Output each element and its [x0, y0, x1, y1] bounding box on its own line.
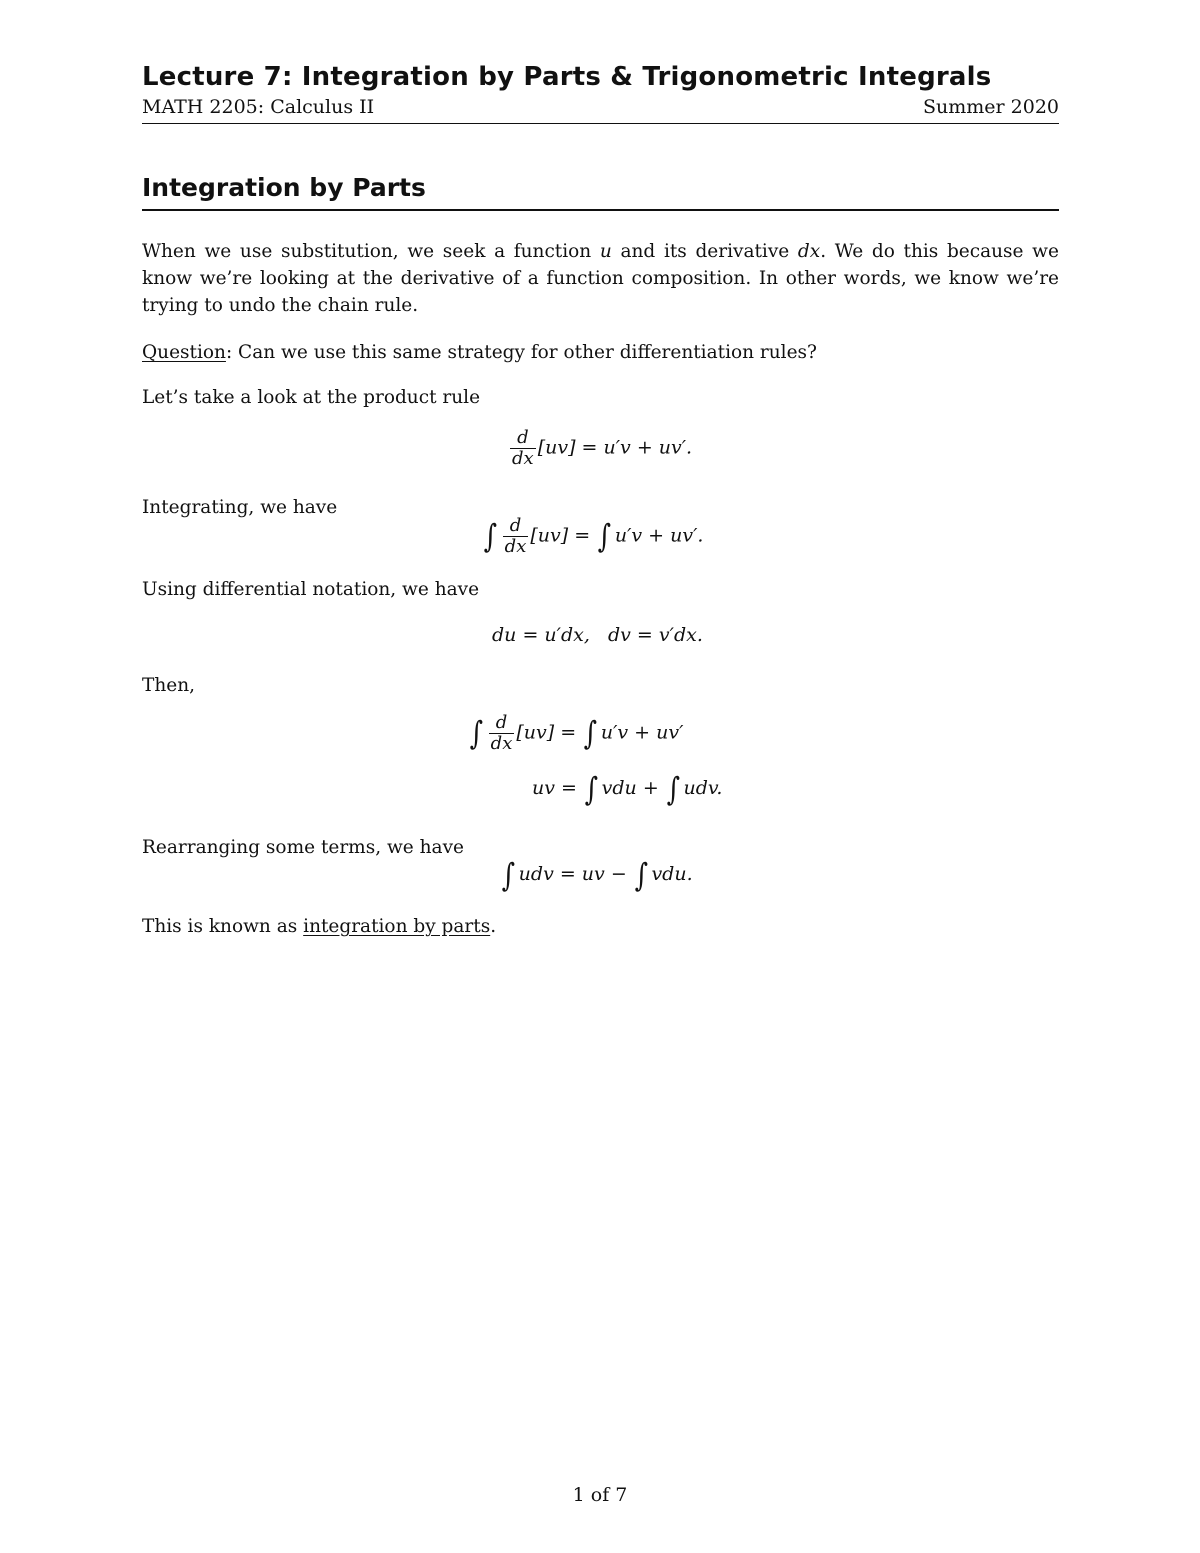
equation-product-rule: $\frac{d}{dx}$ [uv] = u′v + uv′.: [512, 427, 693, 469]
conclusion-text: This is known as integration by parts.: [142, 916, 497, 937]
rearranging-text: Rearranging some terms, we have: [142, 837, 464, 858]
question-label: Question: [142, 342, 226, 363]
section-title: Integration by Parts: [142, 173, 426, 202]
question-paragraph: Question: Can we use this same strategy for other differentiation rules?: [142, 342, 817, 363]
product-rule-text: Let’s take a look at the product rule: [142, 387, 481, 408]
intro-paragraph: When we use substitution, we seek a function u and its derivative dx. We do this because we know we’re looking at the derivative of a function composition. In other words, we know we’re trying to undo the chain rule.: [142, 241, 1059, 316]
integration-by-parts-term: integration by parts: [303, 916, 491, 937]
header-rule: [142, 123, 1059, 124]
then-text: Then,: [142, 675, 195, 696]
equation-integrated: ∫ $\frac{d}{dx}$ [uv] = ∫ u′v + uv′.: [483, 515, 704, 557]
equation-integration-by-parts: ∫ udv = uv − ∫ vdu.: [501, 856, 693, 894]
page-number: 1 of 7: [572, 1484, 628, 1506]
page-title: Lecture 7: Integration by Parts & Trigonometric Integrals: [142, 62, 992, 92]
course-name: MATH 2205: Calculus II: [142, 96, 375, 118]
equation-then-line2: uv = ∫ vdu + ∫ udv.: [532, 770, 723, 808]
term: Summer 2020: [922, 96, 1059, 118]
equation-differentials: du = u′dx, dv = v′dx.: [492, 624, 703, 646]
integrating-text: Integrating, we have: [142, 497, 338, 518]
section-rule: [142, 209, 1059, 211]
equation-then-line1: ∫ $\frac{d}{dx}$ [uv] = ∫ u′v + uv′: [469, 712, 684, 754]
differential-text: Using differential notation, we have: [142, 579, 480, 600]
